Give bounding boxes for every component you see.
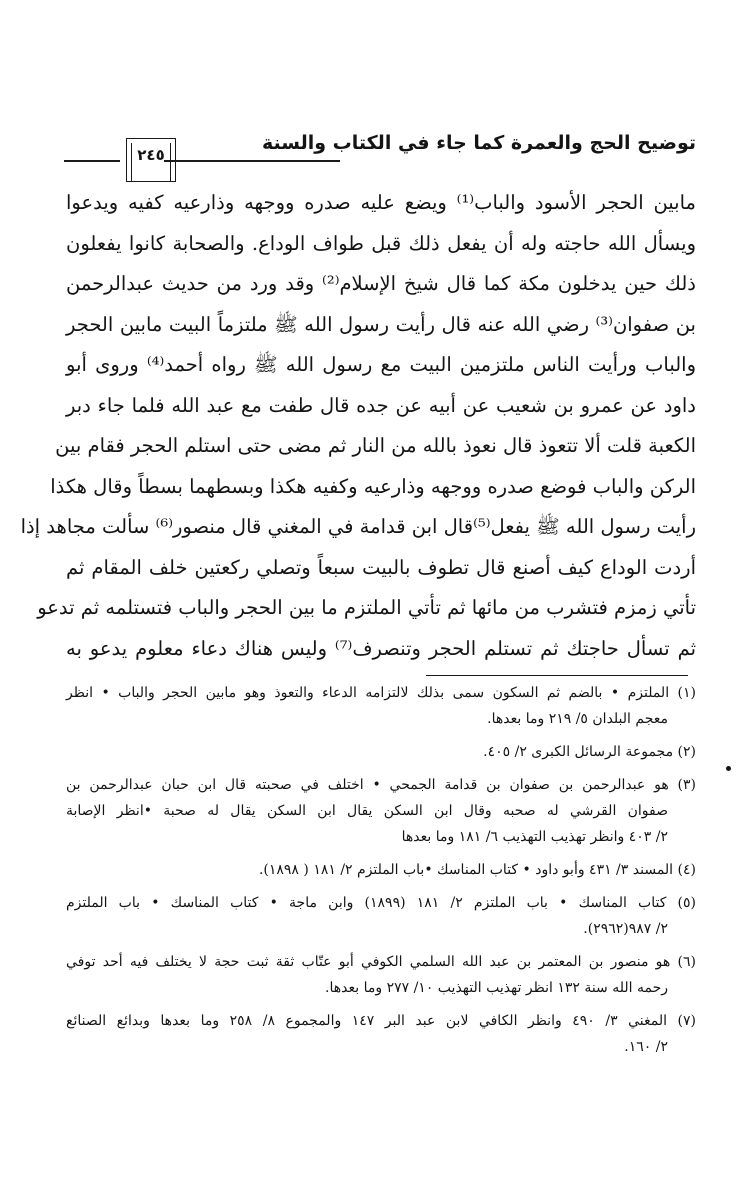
footnote-line: رحمه الله سنة ١٣٢ انظر تهذيب التهذيب ١٠/ ٢٧٧ وما بعدها. [325, 980, 668, 996]
page-number: ٢٤٥ [137, 146, 165, 164]
footnote-line: معجم البلدان ٥/ ٢١٩ وما بعدها. [487, 711, 668, 727]
footnotes [66, 680, 696, 1060]
text-line: رأيت رسول الله ﷺ يفعل⁽⁵⁾قال ابن قدامة في المغني قال منصور⁽⁶⁾ سألت مجاهد إذا [20, 515, 696, 538]
text-line: تأتي زمزم فتشرب من مائها ثم تأتي الملتزم ما بين الحجر والباب فتستلمه ثم تدعو [37, 596, 696, 619]
footnote-2 [66, 739, 696, 765]
footnote-line: ٢/ ٤٠٣ وانظر تهذيب التهذيب ٦/ ١٨١ وما بعدها [401, 829, 668, 845]
text-line: بن صفوان⁽³⁾ رضي الله عنه قال رأيت رسول الله ﷺ ملتزماً البيت مابين الحجر [66, 312, 696, 336]
margin-mark [726, 766, 731, 771]
footnote-line: ٢/ ١٦٠. [624, 1039, 668, 1055]
footnote-4 [66, 857, 696, 883]
main-text [20, 183, 696, 669]
footnote-3 [66, 772, 696, 850]
footnote-1 [66, 680, 696, 732]
text-line: والباب ورأيت الناس ملتزمين البيت مع رسول الله ﷺ رواه أحمد⁽⁴⁾ وروى أبو [66, 353, 696, 376]
footnote-line: (٤) المسند ٣/ ٤٣١ وأبو داود • كتاب المناسك •باب الملتزم ٢/ ١٨١ ( ١٨٩٨). [258, 862, 696, 878]
footnote-line: (٢) مجموعة الرسائل الكبرى ٢/ ٤٠٥. [483, 744, 696, 760]
text-line: الركن والباب فوضع صدره ووجهه وذارعيه وكفيه هكذا وبسطهما بسطاً وقال هكذا [50, 474, 696, 498]
footnote-line: (٥) كتاب المناسك • باب الملتزم ٢/ ١٨١ (١٨٩٩) وابن ماجة • كتاب المناسك • باب الملتزم [66, 895, 697, 911]
footnote-separator [426, 675, 688, 676]
footnote-7 [66, 1008, 696, 1060]
text-line: ثم تسأل حاجتك ثم تستلم الحجر وتنصرف⁽⁷⁾ وليس هناك دعاء معلوم يدعو به [66, 636, 696, 660]
text-line: مابين الحجر الأسود والباب⁽¹⁾ ويضع عليه صدره ووجهه وذارعيه كفيه ويدعوا [66, 191, 696, 214]
page-number-box [126, 138, 176, 182]
book-title: توضيح الحج والعمرة كما جاء في الكتاب والسنة [261, 132, 696, 154]
footnote-6 [66, 949, 696, 1001]
footnote-line: صفوان القرشي له صحبه وقال ابن السكن يقال ابن السكن يقال له صحبة •انظر الإصابة [66, 803, 668, 819]
header-rule [164, 160, 340, 162]
text-line: ذلك حين يدخلون مكة كما قال شيخ الإسلام⁽²⁾ وقد ورد من حديث عبدالرحمن [66, 272, 696, 295]
text-line: أردت الوداع كيف أصنع قال تطوف بالبيت سبعاً وتصلي ركعتين خلف المقام ثم [66, 555, 696, 579]
footnote-line: (٧) المغني ٣/ ٤٩٠ وانظر الكافي لابن عبد البر ١٤٧ والمجموع ٨/ ٢٥٨ وما بعدها وبدائع الصنائع [66, 1013, 696, 1029]
header-rule [64, 160, 120, 162]
footnote-line: ٢/ ٩٨٧(٢٩٦٢). [583, 921, 668, 937]
footnote-5 [66, 890, 696, 942]
running-header [64, 128, 696, 172]
footnote-line: (٣) هو عبدالرحمن بن صفوان بن قدامة الجمحي • اختلف في صحبته قال ابن حبان عبدالرحمن بن [66, 777, 696, 793]
text-line: داود عن عمرو بن شعيب عن أبيه عن جده قال طفت مع عبد الله فلما جاء دبر [66, 393, 696, 417]
text-line: ويسأل الله حاجته وله أن يفعل ذلك قبل طواف الوداع. والصحابة كانوا يفعلون [66, 231, 696, 255]
footnote-line: (٦) هو منصور بن المعتمر بن عبد الله السلمي الكوفي أبو عتّاب ثقة ثبت حجة لا يختلف فيه أحد توفي [66, 954, 696, 970]
text-line: الكعبة قلت ألا تتعوذ قال نعوذ بالله من النار ثم مضى حتى استلم الحجر فقام بين [55, 434, 696, 457]
footnote-line: (١) الملتزم • بالضم ثم السكون سمى بذلك لالتزامه الدعاء والتعوذ وهو مابين الحجر والباب • انظر [66, 685, 696, 701]
